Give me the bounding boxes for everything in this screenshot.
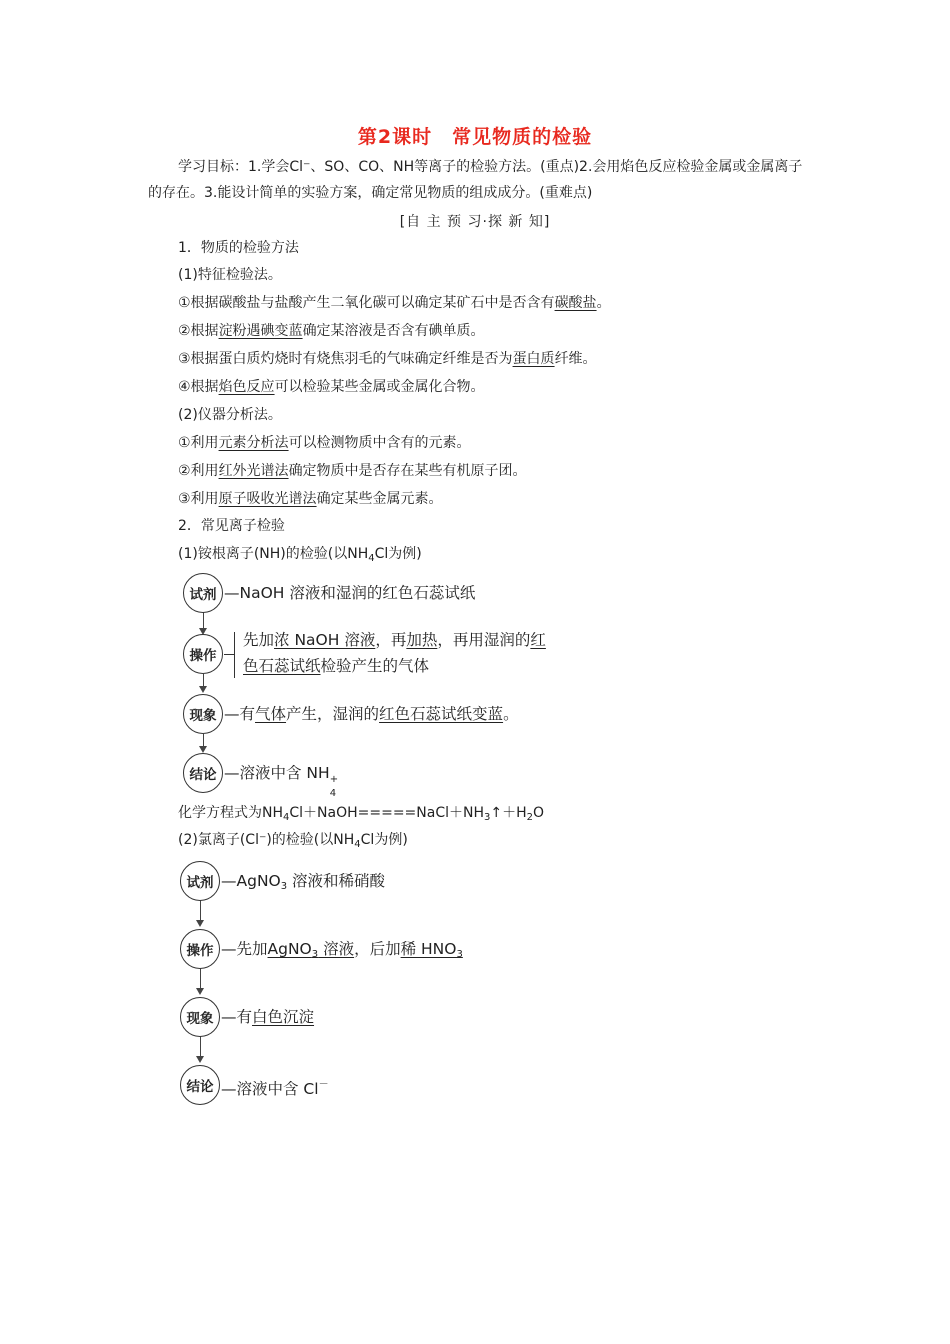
step-conclusion-label: 结论 <box>180 1065 220 1105</box>
answer-blank: 白色沉淀 <box>252 1008 315 1026</box>
page-title: 第2课时 常见物质的检验 <box>357 126 593 148</box>
method-item: ①根据碳酸盐与盐酸产生二氧化碳可以确定某矿石中是否含有碳酸盐。 <box>178 295 611 311</box>
phenomenon-text: —有气体产生，湿润的红色石蕊试纸变蓝。 <box>224 705 519 723</box>
section1-sub2: (2)仪器分析法。 <box>178 407 282 423</box>
section-banner: [自 主 预 习·探 新 知] <box>399 214 551 230</box>
operation-line1: 先加浓 NaOH 溶液，再加热，再用湿润的红 <box>243 631 546 649</box>
section2-sub2: (2)氯离子(Cl⁻)的检验(以$NH_4Cl$为例) <box>178 832 408 850</box>
chemical-equation: 化学方程式为$NH_4Cl+NaOH=====NaCl+NH_3↑+H_2O$ <box>178 805 545 823</box>
conclusion-text: —溶液中含 NH + 4 <box>224 764 339 799</box>
instrument-item: ②利用红外光谱法确定物质中是否存在某些有机原子团。 <box>178 463 527 479</box>
conclusion-text: —溶液中含 Cl－ <box>221 1079 329 1098</box>
answer-blank: 红外光谱法 <box>218 463 289 479</box>
section2-heading: 2．常见离子检验 <box>178 518 285 534</box>
step-reagent-label: 试剂 <box>183 573 223 613</box>
answer-blank: 加热 <box>406 631 438 649</box>
instrument-item: ①利用元素分析法可以检测物质中含有的元素。 <box>178 435 471 451</box>
answer-blank: 淀粉遇碘变蓝 <box>218 323 303 339</box>
learning-goals <box>148 154 808 206</box>
answer-blank: 稀 $HNO_3$ <box>400 940 463 960</box>
phenomenon-text: —有白色沉淀 <box>221 1008 315 1026</box>
answer-blank: 焰色反应 <box>218 379 275 395</box>
section1-heading: 1．物质的检验方法 <box>178 240 299 256</box>
section1-sub1: (1)特征检验法。 <box>178 267 282 283</box>
step-phenomenon-label: 现象 <box>180 997 220 1037</box>
instrument-item: ③利用原子吸收光谱法确定某些金属元素。 <box>178 491 443 507</box>
method-item: ②根据淀粉遇碘变蓝确定某溶液是否含有碘单质。 <box>178 323 485 339</box>
step-reagent-label: 试剂 <box>180 861 220 901</box>
answer-blank: 蛋白质 <box>512 351 555 367</box>
method-item: ④根据焰色反应可以检验某些金属或金属化合物。 <box>178 379 485 395</box>
answer-blank: 红 <box>530 631 546 649</box>
reagent-text: —AgNO$_3$ 溶液和稀硝酸 <box>221 872 386 892</box>
answer-blank: 色石蕊试纸 <box>243 657 321 675</box>
operation-text: —先加AgNO$_3$ 溶液，后加稀 $HNO_3$ <box>221 940 463 960</box>
answer-blank: 碳酸盐 <box>554 295 597 311</box>
answer-blank: AgNO$_3$ 溶液 <box>267 940 355 960</box>
operation-line2: 色石蕊试纸检验产生的气体 <box>243 657 430 675</box>
answer-blank: 原子吸收光谱法 <box>218 491 317 507</box>
step-operation-label: 操作 <box>180 929 220 969</box>
answer-blank: 红色石蕊试纸变蓝 <box>379 705 504 723</box>
step-phenomenon-label: 现象 <box>183 694 223 734</box>
reagent-text: —NaOH 溶液和湿润的红色石蕊试纸 <box>224 584 476 602</box>
goals-label: 学习目标： <box>178 159 248 175</box>
answer-blank: 浓 NaOH 溶液 <box>274 631 376 649</box>
step-conclusion-label: 结论 <box>183 753 223 793</box>
goals-text: 1.学会Cl⁻、SO、CO、NH等离子的检验方法。(重点)2.会用焰色反应检验金属或金属离子的存在。3.能设计简单的实验方案，确定常见物质的组成成分。(重难点) <box>148 159 803 201</box>
answer-blank: 气体 <box>255 705 287 723</box>
section2-sub1: (1)铵根离子(NH)的检验(以$NH_4Cl$为例) <box>178 546 422 564</box>
step-operation-label: 操作 <box>183 634 223 674</box>
method-item: ③根据蛋白质灼烧时有烧焦羽毛的气味确定纤维是否为蛋白质纤维。 <box>178 351 597 367</box>
answer-blank: 元素分析法 <box>218 435 289 451</box>
